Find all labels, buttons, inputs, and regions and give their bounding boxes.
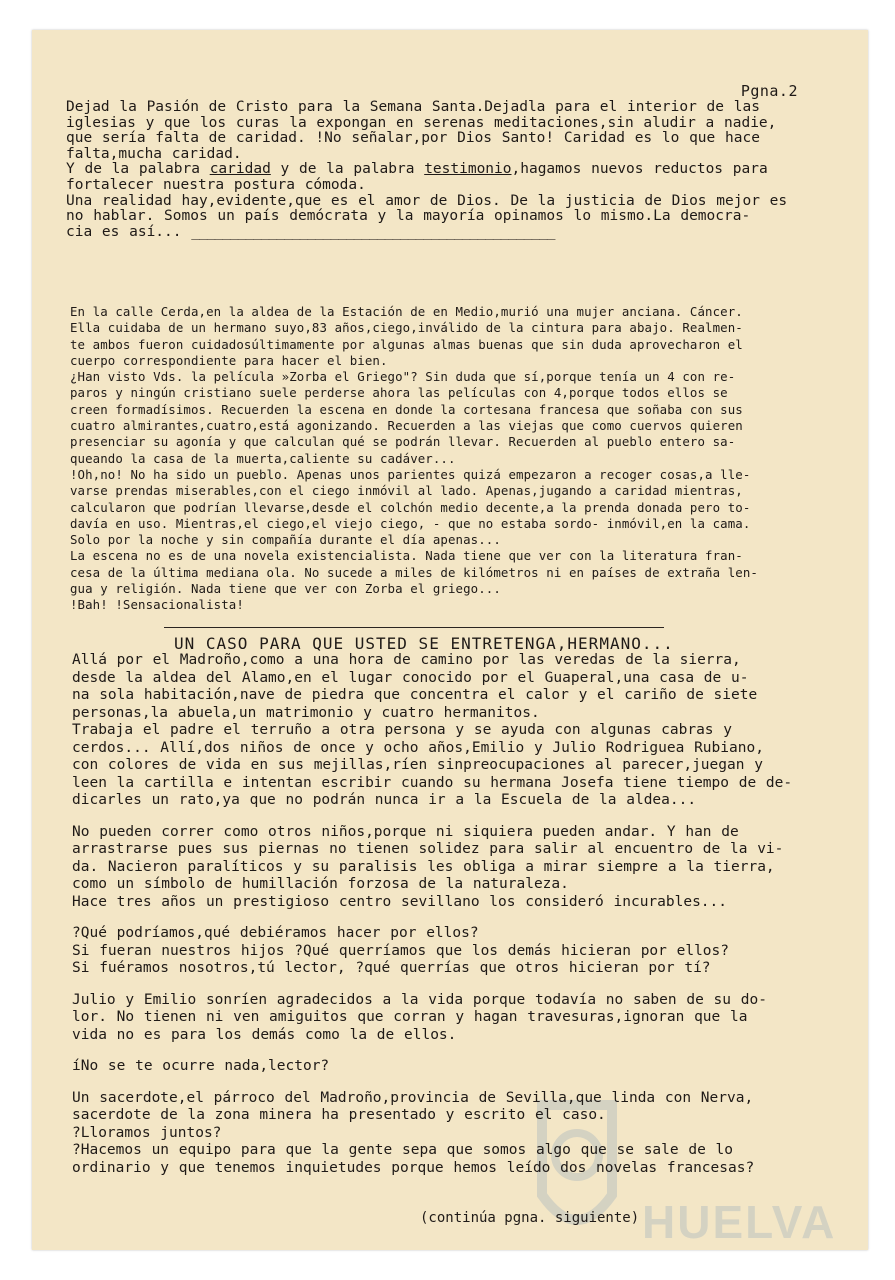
text-line: davía en uso. Mientras,el ciego,el viejo ciego, - que no estaba sordo- inmóvil,en la cama.	[70, 515, 751, 531]
text-line: lor. No tienen ni ven amiguitos que corran y hagan travesuras,ignoran que la	[72, 1009, 748, 1025]
text-line: gua y religión. Nada tiene que ver con Zorba el griego...	[70, 581, 501, 597]
text-fragment: y de la palabra	[270, 161, 425, 178]
text-fragment: ,hagamos nuevos reductos para	[511, 161, 768, 178]
text-line: !Oh,no! No ha sido un pueblo. Apenas unos parientes quizá empezaron a recoger cosas,a lle-	[70, 466, 751, 482]
text-line: que sería falta de caridad. !No señalar,por Dios Santo! Caridad es lo que hace	[66, 130, 760, 147]
case-section	[72, 652, 858, 1177]
text-line: presenciar su agonía y que calculan qué se podrán llevar. Recuerden al pueblo entero sa-	[70, 434, 736, 450]
text-line: con colores de vida en sus mejillas,ríen sinpreocupaciones al parecer,juegan y	[72, 757, 763, 773]
text-fragment: Y de la palabra	[66, 161, 210, 178]
text-line: queando la casa de la muerta,caliente su cadáver...	[70, 450, 456, 466]
section-divider	[164, 627, 664, 628]
case-heading: UN CASO PARA QUE USTED SE ENTRETENGA,HERMANO...	[174, 634, 674, 653]
text-line: ?Qué podríamos,qué debiéramos hacer por ellos?	[72, 925, 479, 941]
text-line: varse prendas miserables,con el ciego inmóvil al lado. Apenas,jugando a caridad mientras,	[70, 483, 743, 499]
text-line: te ambos fueron cuidadosúltimamente por algunas almas buenas que sin duda aprovecharon el	[70, 336, 743, 352]
text-line: vida no es para los demás como la de ellos.	[72, 1026, 457, 1043]
text-line: No pueden correr como otros niños,porque ni siquiera pueden andar. Y han de	[72, 823, 739, 840]
text-line: leen la cartilla e intentan escribir cuando su hermana Josefa tiene tiempo de de-	[72, 774, 793, 791]
text-line: Allá por el Madroño,como a una hora de camino por las veredas de la sierra,	[72, 652, 741, 668]
text-line: Si fuéramos nosotros,tú lector, ?qué querrías que otros hicieran por tí?	[72, 960, 711, 976]
underlined-word-testimonio: testimonio	[424, 161, 512, 178]
text-line: desde la aldea del Alamo,en el lugar conocido por el Guaperal,una casa de u-	[72, 669, 749, 686]
text-line: da. Nacieron paralíticos y su paralisis les obliga a mirar siempre a la tierra,	[72, 858, 775, 875]
watermark-text: HUELVA	[642, 1196, 837, 1248]
text-line: calcularon que podrían llevarse,desde el colchón medio decente,a la prenda donada pero to-	[70, 499, 751, 515]
text-fragment: cia es así...	[66, 223, 182, 240]
story-section	[70, 304, 830, 614]
text-line: En la calle Cerda,en la aldea de la Estación de en Medio,murió una mujer anciana. Cáncer.	[70, 304, 743, 319]
text-line: Hace tres años un prestigioso centro sevillano los consideró incurables...	[72, 893, 728, 910]
underlined-word-caridad: caridad	[209, 161, 271, 178]
text-line: íNo se te ocurre nada,lector?	[72, 1058, 330, 1074]
text-line: Si fueran nuestros hijos ?Qué querríamos que los demás hicieran por ellos?	[72, 942, 730, 959]
text-line: fortalecer nuestra postura cómoda.	[66, 176, 366, 193]
text-line: Dejad la Pasión de Cristo para la Semana Santa.Dejadla para el interior de las	[66, 99, 760, 115]
text-line	[66, 225, 856, 241]
continuation-note: (continúa pgna. siguiente)	[420, 1210, 640, 1226]
text-line	[66, 162, 856, 178]
text-line: falta,mucha caridad.	[66, 145, 242, 162]
intro-section	[66, 100, 856, 240]
text-line: na sola habitación,nave de piedra que concentra el calor y el cariño de siete	[72, 687, 758, 703]
text-line: sacerdote de la zona minera ha presentado y escrito el caso.	[72, 1107, 606, 1123]
text-line: Una realidad hay,evidente,que es el amor de Dios. De la justicia de Dios mejor es	[66, 192, 788, 209]
text-line: como un símbolo de humillación forzosa de la naturaleza.	[72, 876, 569, 892]
text-line: La escena no es de una novela existencialista. Nada tiene que ver con la literatura fran-	[70, 548, 743, 564]
text-line: Trabaja el padre el terruño a otra persona y se ayuda con algunas cabras y	[72, 722, 733, 738]
text-line: cerdos... Allí,dos niños de once y ocho años,Emilio y Julio Rodriguea Rubiano,	[72, 739, 764, 756]
text-line: !Bah! !Sensacionalista!	[70, 597, 244, 613]
text-line: no hablar. Somos un país demócrata y la mayoría opinamos lo mismo.La democra-	[66, 208, 751, 225]
text-line: ?Lloramos juntos?	[72, 1124, 222, 1141]
text-line: cuerpo correspondiente para hacer el bien.	[70, 352, 388, 368]
text-line: Solo por la noche y sin compañía durante el día apenas...	[70, 532, 501, 548]
text-line: paros y ningún cristiano suele perderse ahora las películas con 4,porque todos ellos se	[70, 385, 728, 401]
text-line: cesa de la última mediana ola. No sucede a miles de kilómetros ni en países de extraña len-	[70, 564, 758, 580]
text-line: Julio y Emilio sonríen agradecidos a la vida porque todavía no saben de su do-	[72, 991, 767, 1008]
text-line: Un sacerdote,el párroco del Madroño,provincia de Sevilla,que linda con Nerva,	[72, 1089, 754, 1106]
page-number: Pgna.2	[740, 82, 798, 100]
dashed-rule: _______________________________________________	[191, 223, 555, 240]
text-line: ordinario y que tenemos inquietudes porque hemos leído dos novelas francesas?	[72, 1159, 755, 1176]
text-line: ¿Han visto Vds. la película »Zorba el Griego"? Sin duda que sí,porque tenía un 4 con re-	[70, 369, 736, 385]
text-line: creen formadísimos. Recuerden la escena en donde la cortesana francesa que soñaba con sus	[70, 401, 743, 417]
text-line: ?Hacemos un equipo para que la gente sepa que somos algo que se sale de lo	[72, 1142, 734, 1158]
text-line: arrastrarse pues sus piernas no tienen solidez para salir al encuentro de la vi-	[72, 841, 784, 857]
text-line: personas,la abuela,un matrimonio y cuatro hermanitos.	[72, 704, 540, 721]
document-page	[32, 30, 868, 1250]
text-line: Ella cuidaba de un hermano suyo,83 años,ciego,inválido de la cintura para abajo. Realmen-	[70, 320, 743, 336]
text-line: cuatro almirantes,cuatro,está agonizando. Recuerden a las viejas que como cuervos quieren	[70, 418, 743, 434]
text-line: iglesias y que los curas la expongan en serenas meditaciones,sin aludir a nadie,	[66, 114, 777, 131]
text-line: dicarles un rato,ya que no podrán nunca ir a la Escuela de la aldea...	[72, 792, 697, 808]
